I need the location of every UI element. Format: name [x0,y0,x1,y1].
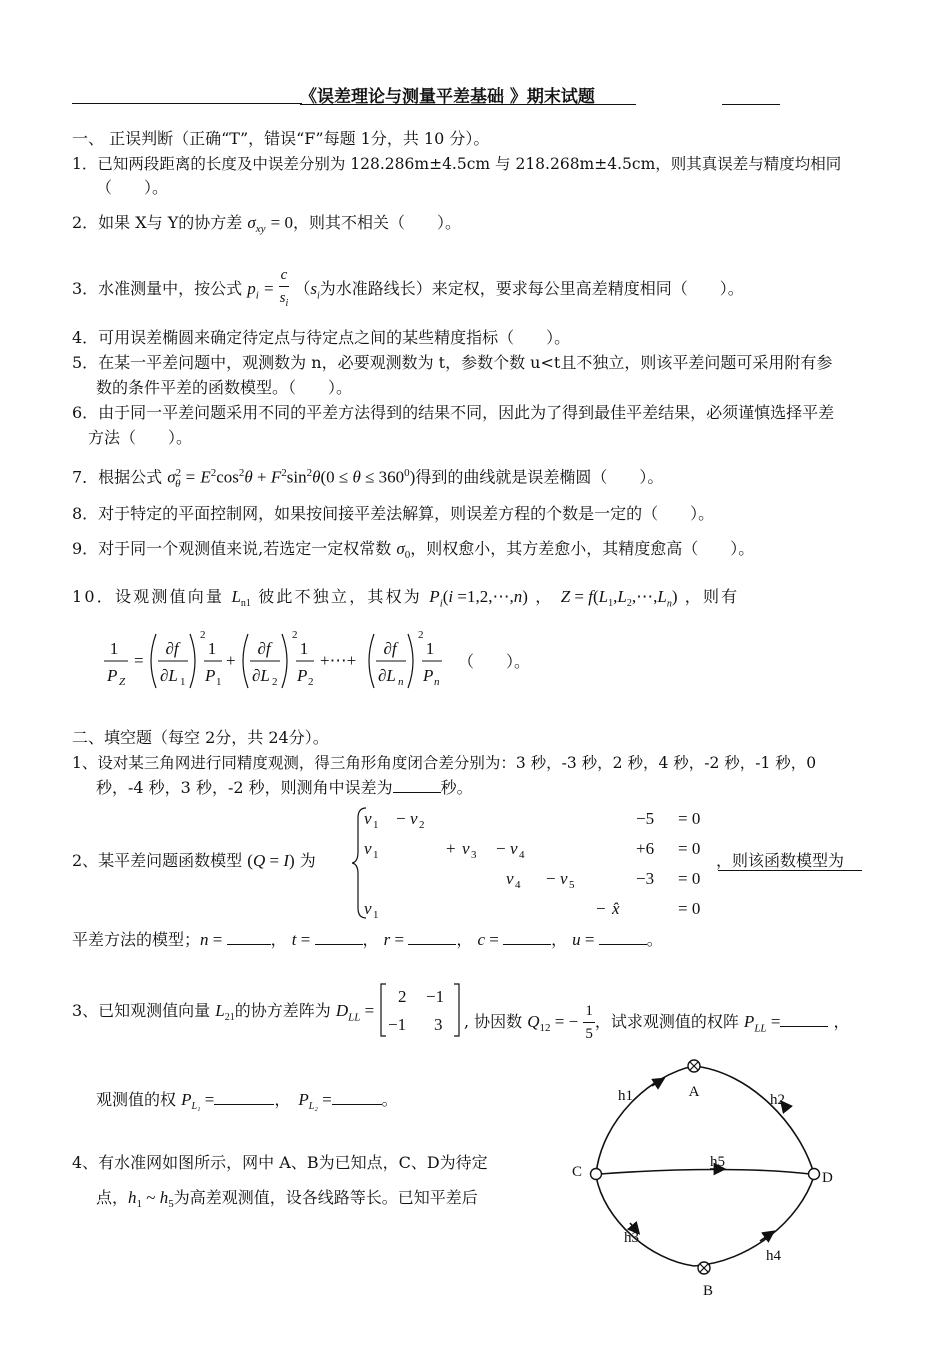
blank-PLL[interactable] [780,1010,828,1027]
s1-q7: 7．根据公式 $\sigma^2_\theta = E^2\cos^2\theta + F^2\sin^2\theta(0 \le \theta \le 360^0)$得到的曲线就是误差椭圆（ ）。 [72,467,664,490]
svg-text:v: v [410,809,418,828]
svg-text:−: − [396,809,406,828]
svg-text:= 0: = 0 [678,869,701,888]
svg-text:−3: −3 [636,869,655,888]
svg-text:v: v [364,809,372,828]
point-D [809,1169,820,1180]
svg-text:2: 2 [419,819,425,831]
s1-q1-line2: （ ）。 [96,178,169,197]
equation-system [352,804,732,922]
svg-text:∂L: ∂L [252,666,270,685]
covariance-matrix [378,980,466,1040]
svg-text:P: P [297,666,308,685]
svg-text:P: P [205,666,216,685]
blank-u[interactable] [599,928,647,945]
svg-text:x̂: x̂ [612,899,620,918]
s1-q6-line1: 6．由于同一平差问题采用不同的平差方法得到的结果不同，因此为了得到最佳平差结果，必须谨慎选择平差 [72,403,835,422]
svg-text:∂f: ∂f [257,639,271,658]
blank-c[interactable] [503,928,551,945]
s2-q4-line2: 点，$h_1$ ~ $h_5$为高差观测值，设各线路等长。已知平差后 [96,1188,478,1211]
point-A [688,1060,700,1072]
svg-text:Z: Z [119,676,126,688]
svg-text:1: 1 [373,849,379,861]
s1-q4: 4．可用误差椭圆来确定待定点与待定点之间的某些精度指标（ ）。 [72,328,571,347]
svg-text:−5: −5 [636,809,655,828]
label-C: C [572,1164,583,1180]
s1-q9: 9．对于同一个观测值来说,若选定一定权常数 $\sigma_0$，则权愈小，其方差愈小，其精度愈高（ ）。 [72,539,755,562]
svg-text:4: 4 [519,849,525,861]
svg-text:+6: +6 [636,839,655,858]
s2-q2-prefix: 2、某平差问题函数模型 (Q = I) 为 [72,851,316,870]
svg-text:v: v [560,869,568,888]
label-h2: h2 [770,1092,785,1108]
svg-text:−1: −1 [388,1015,407,1034]
edge-h4 [694,1176,814,1266]
label-h4: h4 [766,1248,781,1264]
label-A: A [688,1084,700,1100]
svg-text:3: 3 [434,1015,443,1034]
blank-r[interactable] [408,928,456,945]
svg-text:2: 2 [308,676,314,688]
svg-text:−1: −1 [426,987,445,1006]
svg-text:1: 1 [373,819,379,831]
svg-text:+: + [446,839,456,858]
s1-q8: 8．对于特定的平面控制网，如果按间接平差法解算，则误差方程的个数是一定的（ ）。 [72,504,715,523]
svg-text:= 0: = 0 [678,899,701,918]
svg-text:= 0: = 0 [678,809,701,828]
s2-q1-line2: 秒，-4 秒，3 秒，-2 秒，则测角中误差为 秒。 [96,778,473,797]
s2-q3-mid: , 协因数 $Q_{12}$ = − $\frac{1}{5}$ ，试求观测值的权阵 $P_{LL}$ = ， [464,1000,850,1045]
s2-q2-suffix-underline [718,870,862,871]
svg-text:5: 5 [569,879,575,891]
page-title: 《误差理论与测量平差基础 》期末试题 [300,87,595,107]
title-right-line [722,103,780,105]
svg-text:v: v [364,899,372,918]
q10-answer-paren: （ ）。 [458,652,531,671]
svg-text:2: 2 [272,676,278,688]
svg-text:v: v [506,869,514,888]
label-B: B [702,1283,714,1299]
svg-text:∂f: ∂f [165,639,179,658]
section2-heading: 二、填空题（每空 2分，共 24分）。 [72,728,329,747]
svg-text:1: 1 [373,909,379,921]
s1-q3: 3．水准测量中，按公式 $p_i$ = $\frac{c}{s_i}$ （$s_i$为水准路线长）来定权，要求每公里高差精度相同（ ）。 [72,264,744,315]
title-left-line [72,102,302,104]
edge-h1 [596,1066,694,1174]
svg-text:v: v [462,839,470,858]
section1-heading: 一、 正误判断（正确“T”，错误“F”每题 1分，共 10 分）。 [72,129,490,148]
s2-q3-line2: 观测值的权 $P_{L_1}$ = ， $P_{L_2}$ = 。 [96,1090,398,1113]
point-C [591,1169,602,1180]
blank-PL1[interactable] [214,1088,274,1105]
blank-PL2[interactable] [332,1088,382,1105]
svg-text:−: − [546,869,556,888]
svg-text:3: 3 [471,849,477,861]
svg-text:1: 1 [299,639,309,658]
svg-text:P: P [107,666,118,685]
s2-q2-suffix: ，则该函数模型为 [716,851,845,870]
edge-h3 [596,1176,694,1266]
svg-text:2: 2 [398,987,407,1006]
blank-t[interactable] [315,928,363,945]
title-underline [300,103,636,105]
s1-q1-line1: 1．已知两段距离的长度及中误差分别为 128.286m±4.5cm 与 218.268m±4.5cm，则其真误差与精度均相同 [72,155,842,173]
label-h3: h3 [624,1230,639,1246]
svg-text:∂L: ∂L [378,666,396,685]
s2-q3-line1: 3、已知观测值向量 $L_{21}$的协方差阵为 $D_{LL}$ = [72,1001,375,1024]
svg-text:4: 4 [515,879,521,891]
svg-text:1: 1 [425,639,435,658]
svg-text:2: 2 [418,629,424,641]
svg-text:1: 1 [207,639,217,658]
svg-text:1: 1 [216,676,222,688]
leveling-network-diagram [560,1050,850,1300]
svg-text:n: n [398,676,404,688]
s2-q1-line1: 1、设对某三角网进行同精度观测，得三角形角度闭合差分别为：3 秒，-3 秒，2 秒，4 秒，-2 秒，-1 秒，0 [72,754,817,772]
svg-text:v: v [364,839,372,858]
svg-text:∂f: ∂f [383,639,397,658]
blank-n[interactable] [227,928,271,945]
s1-q10-line1: 10．设观测值向量 $L_{n1}$ 彼此不独立，其权为 $P_i(i$ =1,2,⋯,n) ， $Z = f(L_1,L_2,\cdots,L_n)$ ，则有 [72,587,740,610]
svg-text:P: P [423,666,434,685]
svg-text:−: − [496,839,506,858]
point-B [698,1262,710,1274]
svg-text:+⋯+: +⋯+ [320,651,357,670]
s2-q2-line2: 平差方法的模型；n = ， t = ， r = ， c = ， u = 。 [72,930,663,949]
svg-text:v: v [510,839,518,858]
svg-text:1: 1 [180,676,186,688]
label-h1: h1 [618,1088,633,1104]
edge-h5 [600,1170,810,1175]
svg-text:1: 1 [109,639,119,658]
svg-text:−: − [596,899,606,918]
label-h5: h5 [710,1154,725,1170]
svg-text:2: 2 [200,629,206,641]
s1-q5-line2: 数的条件平差的函数模型。（ ）。 [96,378,353,397]
label-D: D [822,1170,833,1186]
svg-text:+: + [226,651,236,670]
svg-text:∂L: ∂L [160,666,178,685]
svg-text:2: 2 [292,629,298,641]
s1-q6-line2: 方法（ ）。 [88,428,193,447]
s1-q5-line1: 5．在某一平差问题中，观测数为 n，必要观测数为 t，参数个数 u<t且不独立，则该平差问题可采用附有参 [72,353,833,372]
svg-text:=: = [134,651,144,670]
blank-angle-error[interactable] [393,776,441,793]
s1-q2: 2．如果 X与 Y的协方差 $\sigma_{xy} = 0$，则其不相关（ ）。 [72,213,462,236]
s2-q4-line1: 4、有水准网如图所示，网中 A、B为已知点，C、D为待定 [72,1153,488,1172]
svg-text:= 0: = 0 [678,839,701,858]
svg-text:n: n [434,676,440,688]
